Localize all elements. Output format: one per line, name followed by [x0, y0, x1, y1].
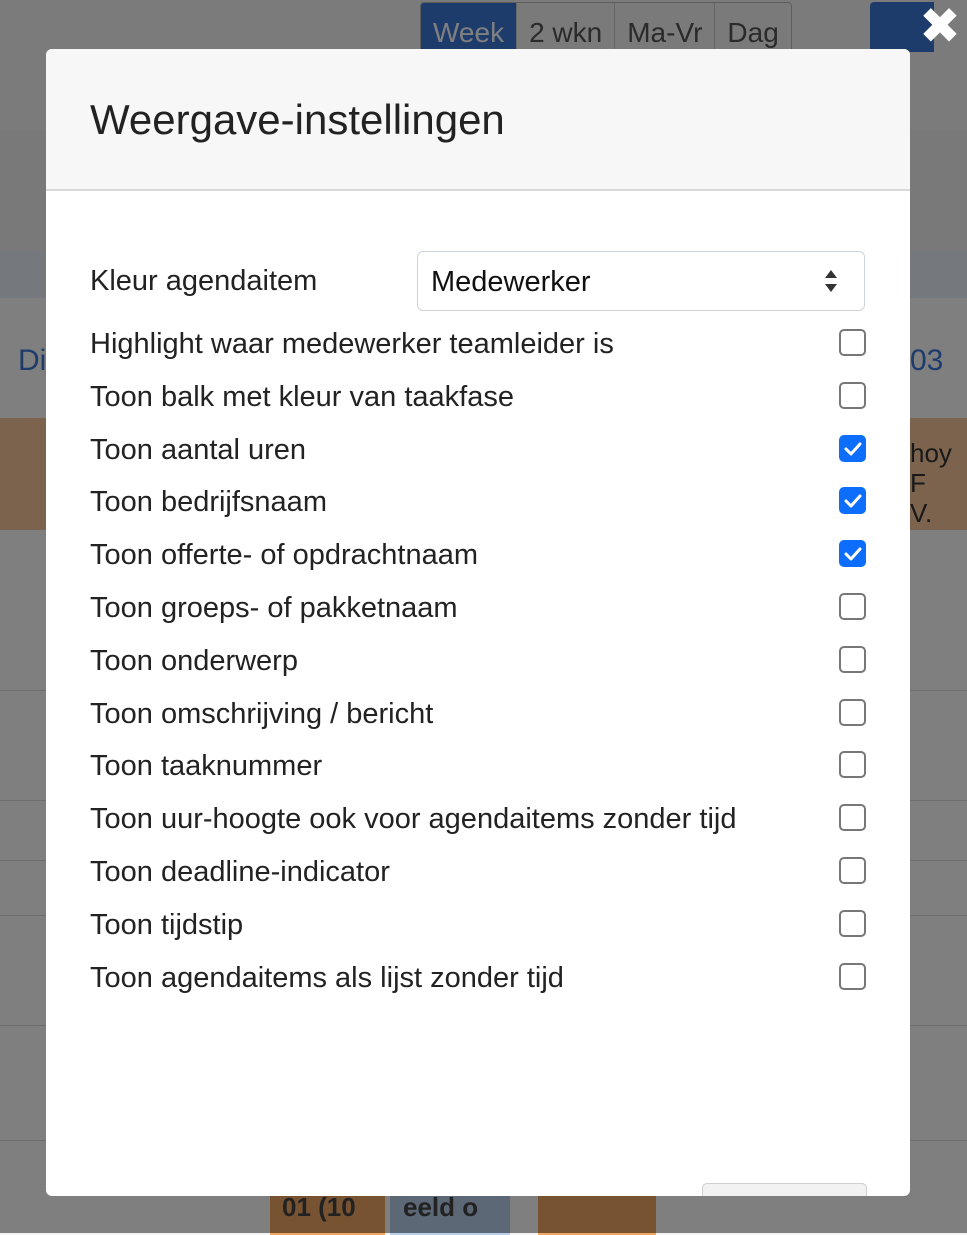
option-label: Toon offerte- of opdrachtnaam — [90, 539, 478, 572]
option-checkbox[interactable] — [839, 751, 866, 778]
option-checkbox[interactable] — [839, 435, 866, 462]
option-row — [90, 900, 866, 952]
color-setting-label: Kleur agendaitem — [90, 265, 318, 297]
modal-header — [46, 49, 910, 191]
checkmark-icon — [844, 493, 862, 509]
option-checkbox[interactable] — [839, 593, 866, 620]
checkmark-icon — [844, 441, 862, 457]
option-label: Toon balk met kleur van taakfase — [90, 380, 514, 413]
option-row — [90, 425, 866, 477]
color-setting-row — [90, 251, 866, 312]
option-checkbox[interactable] — [839, 963, 866, 990]
option-checkbox[interactable] — [839, 910, 866, 937]
close-icon[interactable]: ✖ — [919, 0, 961, 54]
option-label: Toon agendaitems als lijst zonder tijd — [90, 961, 564, 994]
option-row — [90, 636, 866, 688]
option-checkbox[interactable] — [839, 540, 866, 567]
color-select-value: Medewerker — [431, 266, 591, 298]
option-row — [90, 319, 866, 371]
option-label: Toon onderwerp — [90, 644, 298, 677]
option-row — [90, 794, 866, 846]
option-checkbox[interactable] — [839, 382, 866, 409]
option-row — [90, 953, 866, 1005]
option-checkbox[interactable] — [839, 487, 866, 514]
save-button[interactable] — [702, 1183, 867, 1196]
option-label: Toon tijdstip — [90, 908, 244, 941]
modal-title: Weergave-instellingen — [90, 96, 505, 143]
option-label: Toon bedrijfsnaam — [90, 486, 327, 519]
option-label: Toon omschrijving / bericht — [90, 697, 434, 730]
option-row — [90, 689, 866, 741]
option-label: Highlight waar medewerker teamleider is — [90, 328, 614, 360]
option-checkbox[interactable] — [839, 804, 866, 831]
color-select[interactable] — [417, 251, 865, 311]
option-row — [90, 847, 866, 899]
display-settings-modal — [46, 49, 910, 1196]
option-checkbox[interactable] — [839, 857, 866, 884]
option-row — [90, 530, 866, 582]
select-arrows-icon — [824, 268, 838, 294]
option-checkbox[interactable] — [839, 646, 866, 673]
option-row — [90, 583, 866, 635]
option-checkbox[interactable] — [839, 699, 866, 726]
option-row — [90, 372, 866, 424]
option-label: Toon deadline-indicator — [90, 856, 390, 888]
option-row — [90, 477, 866, 529]
option-label: Toon uur-hoogte ook voor agendaitems zonder tijd — [90, 803, 737, 836]
option-label: Toon groeps- of pakketnaam — [90, 592, 458, 624]
option-label: Toon taaknummer — [90, 750, 323, 783]
option-checkbox[interactable] — [839, 329, 866, 356]
option-row — [90, 741, 866, 793]
option-label: Toon aantal uren — [90, 433, 307, 466]
checkmark-icon — [844, 546, 862, 562]
